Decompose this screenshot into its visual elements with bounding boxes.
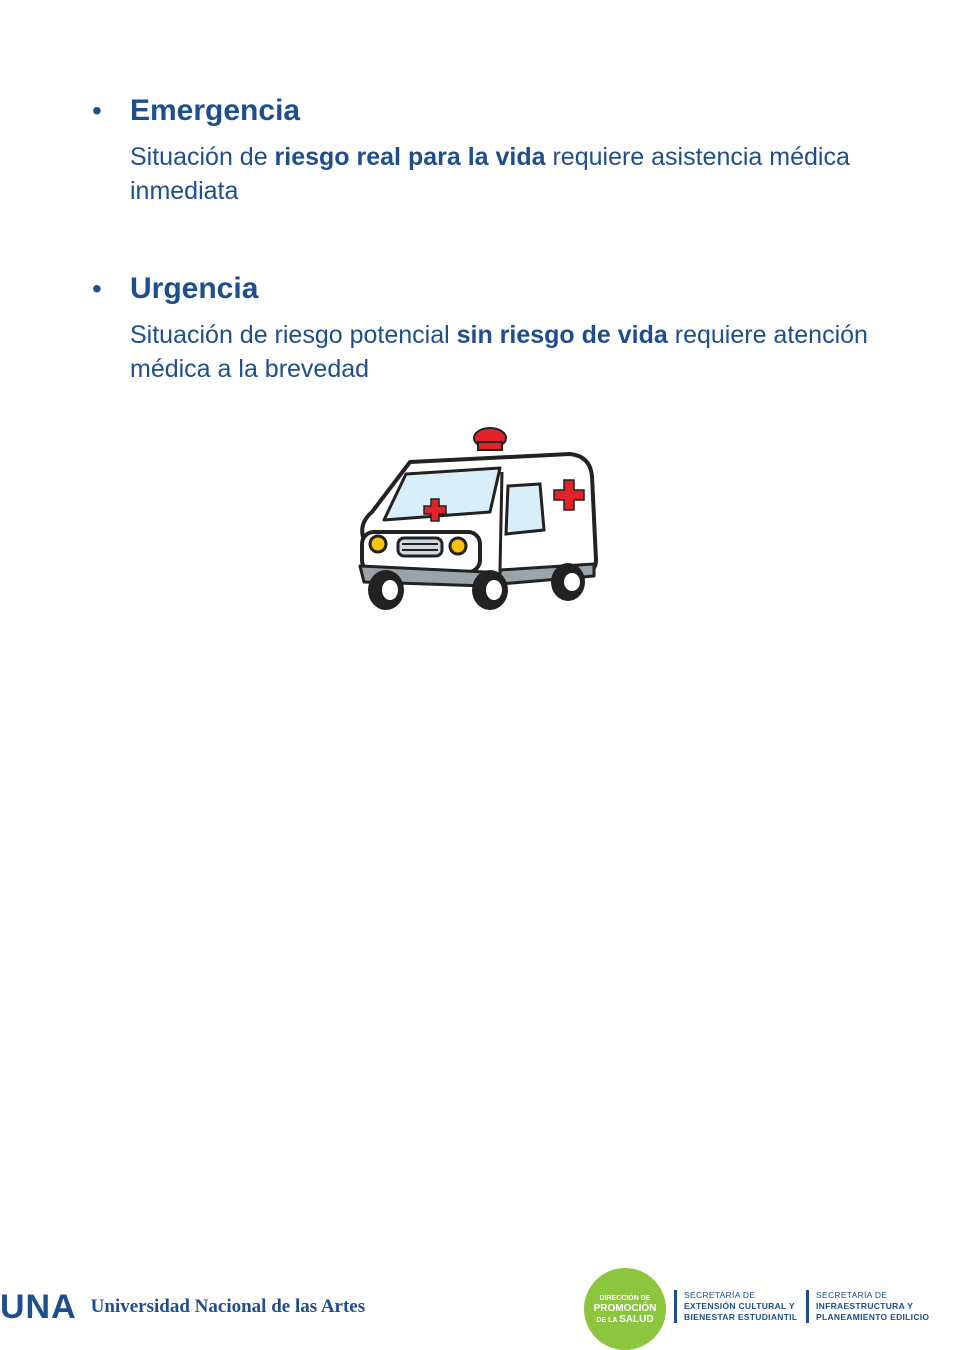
term-urgencia: Urgencia [130, 272, 259, 305]
una-logo [0, 1290, 365, 1324]
sec-line: PLANEAMIENTO EDILICIO [816, 1312, 930, 1322]
footer [0, 632, 960, 1326]
salud-line3 [596, 1315, 653, 1325]
bullet-dot: • [92, 95, 102, 126]
salud-line3-prefix: DE LA [596, 1316, 620, 1324]
sec-title: SECRETARÍA DE [684, 1290, 756, 1300]
bullet-item-urgencia [92, 272, 892, 386]
salud-line1: DIRECCIÓN DE [599, 1294, 651, 1302]
secretaria-extension [674, 1290, 797, 1323]
desc-bold-text: riesgo real para la vida [274, 143, 546, 171]
sec-line: BIENESTAR ESTUDIANTIL [684, 1312, 798, 1322]
sec-title: SECRETARÍA DE [816, 1290, 888, 1300]
salud-line3-bold: SALUD [619, 1313, 654, 1325]
desc-urgencia [130, 318, 892, 386]
desc-text: Situación de riesgo potencial [130, 321, 457, 349]
term-emergencia: Emergencia [130, 94, 301, 127]
secretaria-infraestructura [806, 1290, 929, 1323]
ambulance-icon [340, 420, 610, 620]
sec-line: EXTENSIÓN CULTURAL Y [684, 1301, 795, 1311]
salud-badge [584, 1268, 666, 1350]
una-name: Universidad Nacional de las Artes [90, 1296, 366, 1317]
sec-line: INFRAESTRUCTURA Y [816, 1301, 914, 1311]
desc-text: requiere atención médica a la brevedad [130, 321, 868, 383]
desc-bold-text: sin riesgo de vida [456, 321, 668, 349]
salud-line2: PROMOCIÓN [593, 1302, 657, 1314]
bullet-item-emergencia [92, 94, 892, 208]
desc-emergencia [130, 140, 892, 208]
desc-text: requiere asistencia médica inmediata [130, 143, 850, 205]
una-mark: UNA [0, 1288, 77, 1326]
desc-text: Situación de [130, 143, 275, 171]
bullet-dot: • [92, 273, 102, 304]
